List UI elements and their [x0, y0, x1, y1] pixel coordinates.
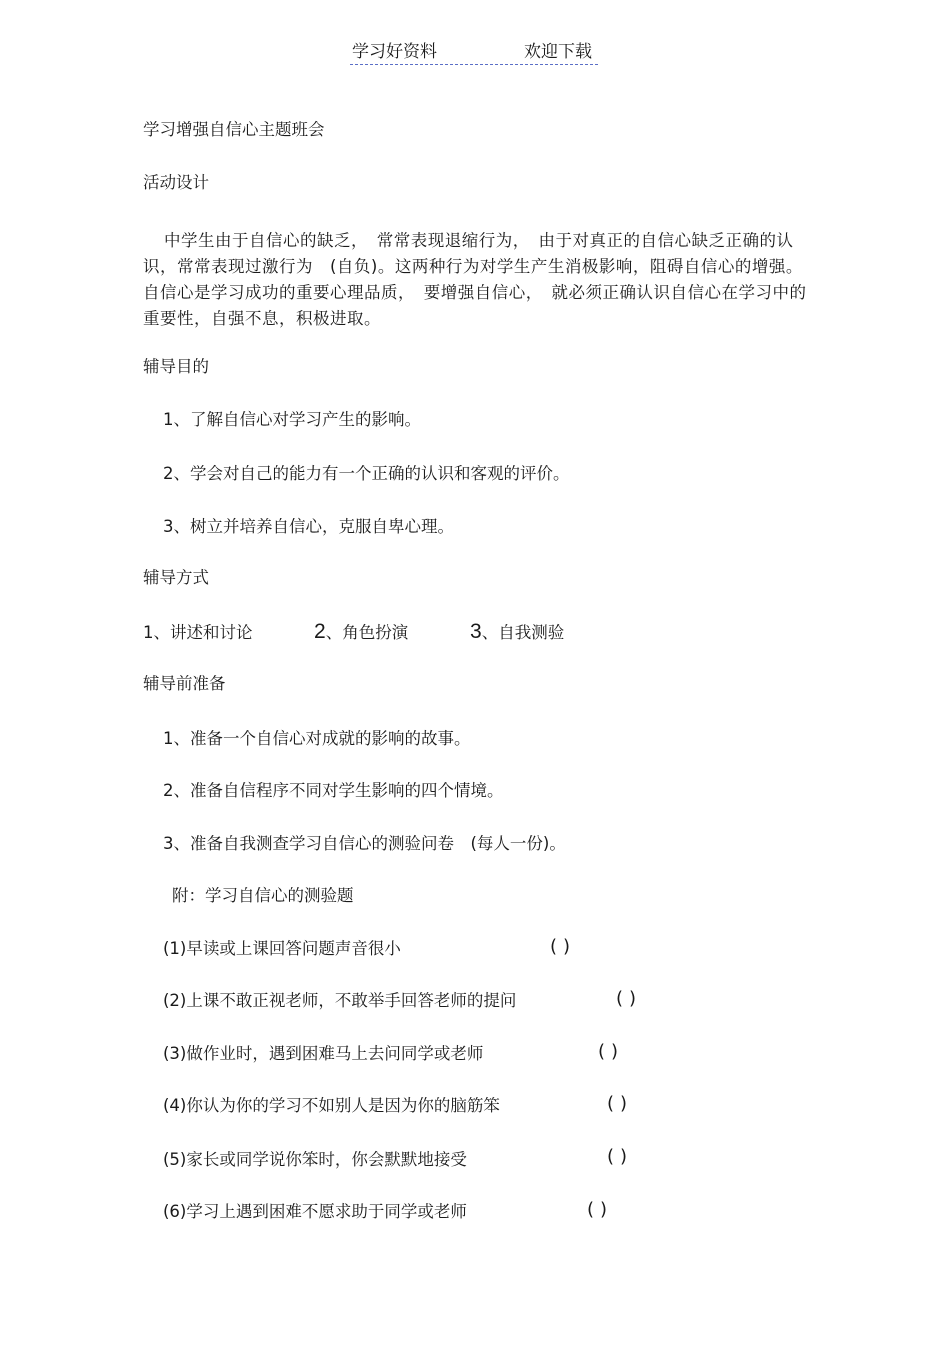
method-item-3 [470, 621, 564, 642]
method-heading: 辅导方式 [143, 568, 209, 587]
prep-item: 1、准备一个自信心对成就的影响的故事。 [163, 729, 471, 748]
design-paragraph: 中学生由于自信心的缺乏， 常常表现退缩行为， 由于对真正的自信心缺乏正确的认识，常常表现过激行为 (自负)。这两种行为对学生产生消极影响，阻碍自信心的增强。自信心是学习成功的重要心理品质， 要增强自信心， 就必须正确认识自信心在学习中的重要性，自强不息，积极进取。 [143, 231, 807, 328]
design-heading: 活动设计 [143, 173, 209, 192]
answer-blank: () [607, 1146, 634, 1167]
question-item: (5)家长或同学说你笨时，你会默默地接受 [163, 1150, 467, 1169]
document-title: 学习增强自信心主题班会 [143, 120, 325, 139]
answer-blank: () [550, 936, 577, 957]
header-left-text: 学习好资料 [352, 42, 437, 62]
answer-blank: () [598, 1041, 625, 1062]
method-item-1: 1、讲述和讨论 [143, 623, 253, 642]
header-right-text: 欢迎下载 [524, 42, 592, 62]
method-item-2-label: 、角色扮演 [325, 623, 409, 642]
question-item: (3)做作业时，遇到困难马上去问同学或老师 [163, 1044, 484, 1063]
prep-item: 3、准备自我测查学习自信心的测验问卷 (每人一份)。 [163, 834, 566, 853]
question-item: (6)学习上遇到困难不愿求助于同学或老师 [163, 1202, 467, 1221]
method-item-3-number: 3 [470, 620, 482, 643]
question-item: (1)早读或上课回答问题声音很小 [163, 939, 401, 958]
goal-item: 3、树立并培养自信心，克服自卑心理。 [163, 517, 454, 536]
answer-blank: () [587, 1199, 614, 1220]
goal-heading: 辅导目的 [143, 357, 209, 376]
method-item-3-label: 、自我测验 [481, 623, 565, 642]
method-item-2-number: 2 [314, 620, 326, 643]
question-item: (2)上课不敢正视老师，不敢举手回答老师的提问 [163, 991, 517, 1010]
appendix-heading: 附：学习自信心的测验题 [172, 886, 354, 905]
answer-blank: () [607, 1093, 634, 1114]
header-dashed-divider [350, 64, 598, 65]
method-item-2 [314, 621, 408, 642]
answer-blank: () [616, 988, 643, 1009]
goal-item: 1、了解自信心对学习产生的影响。 [163, 410, 421, 429]
question-item: (4)你认为你的学习不如别人是因为你的脑筋笨 [163, 1096, 500, 1115]
prep-heading: 辅导前准备 [143, 674, 226, 693]
prep-item: 2、准备自信程序不同对学生影响的四个情境。 [163, 781, 504, 800]
goal-item: 2、学会对自己的能力有一个正确的认识和客观的评价。 [163, 464, 570, 483]
